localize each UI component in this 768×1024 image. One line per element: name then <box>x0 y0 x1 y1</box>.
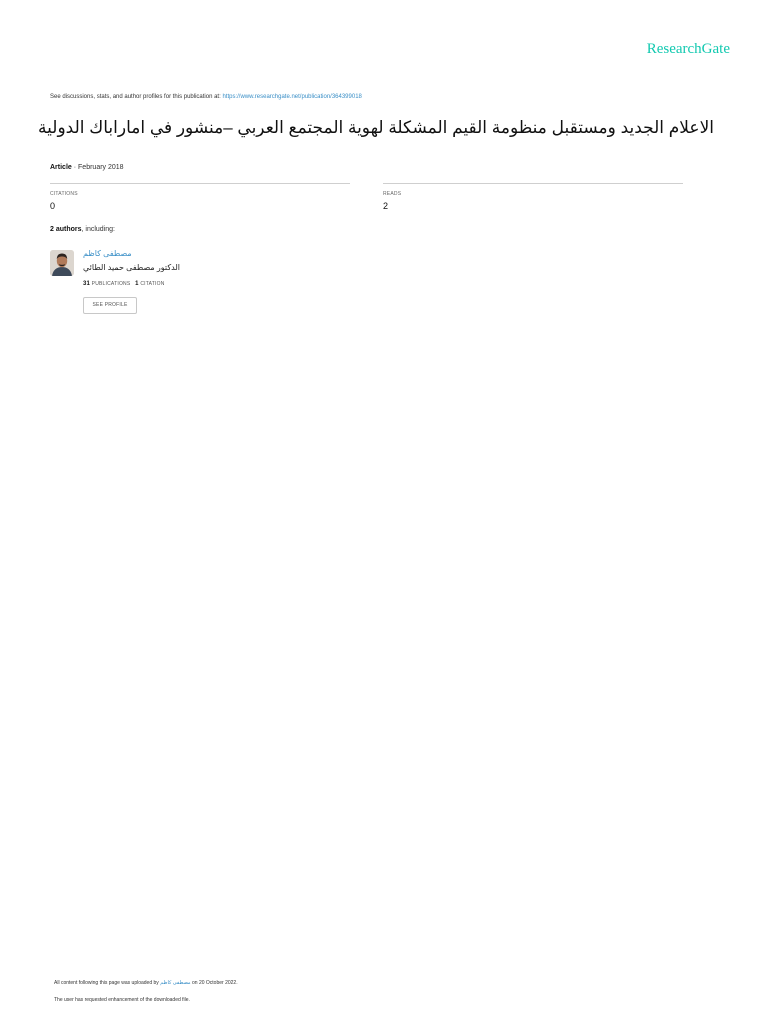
authors-count-rest: , including: <box>81 226 115 233</box>
upload-note <box>54 980 238 986</box>
citations-label: CITATIONS <box>50 191 78 197</box>
publication-date: February 2018 <box>78 164 124 171</box>
citations-value: 0 <box>50 201 56 211</box>
publication-type: Article <box>50 164 72 171</box>
authors-count-bold: 2 authors <box>50 226 82 233</box>
author-citations-count: 1 <box>135 281 139 287</box>
see-profile-button[interactable]: SEE PROFILE <box>83 297 137 314</box>
publication-link[interactable]: https://www.researchgate.net/publication/364399018 <box>222 94 362 100</box>
upload-suffix: on 20 October 2022. <box>190 980 238 986</box>
author-photo <box>50 250 74 276</box>
meta-separator: · <box>71 164 79 171</box>
reads-label: READS <box>383 191 402 197</box>
divider-reads <box>383 183 683 184</box>
authors-count <box>50 226 115 233</box>
reads-value: 2 <box>383 201 389 211</box>
uploader-link[interactable]: مصطفى كاظم <box>160 980 191 986</box>
author-affiliation: الدكتور مصطفى حميد الطائي <box>83 263 180 272</box>
discussion-line <box>50 94 362 100</box>
author-publications-count: 31 <box>83 281 91 287</box>
publication-meta <box>50 164 124 171</box>
author-citations-label: CITATION <box>140 281 165 287</box>
discussion-prefix: See discussions, stats, and author profiles for this publication at: <box>50 94 223 100</box>
author-name-link[interactable]: مصطفى كاظم <box>83 249 132 258</box>
publication-title: الاعلام الجديد ومستقبل منظومة القيم المشكلة لهوية المجتمع العربي –منشور في اماراباك الدولية <box>38 118 714 137</box>
upload-prefix: All content following this page was uploaded by <box>54 980 161 986</box>
researchgate-logo[interactable]: ResearchGate <box>646 41 730 57</box>
author-publications-label: PUBLICATIONS <box>91 281 131 287</box>
author-stats <box>83 281 165 287</box>
divider-citations <box>50 183 350 184</box>
enhancement-note: The user has requested enhancement of the downloaded file. <box>54 997 190 1003</box>
author-avatar[interactable] <box>50 250 74 276</box>
